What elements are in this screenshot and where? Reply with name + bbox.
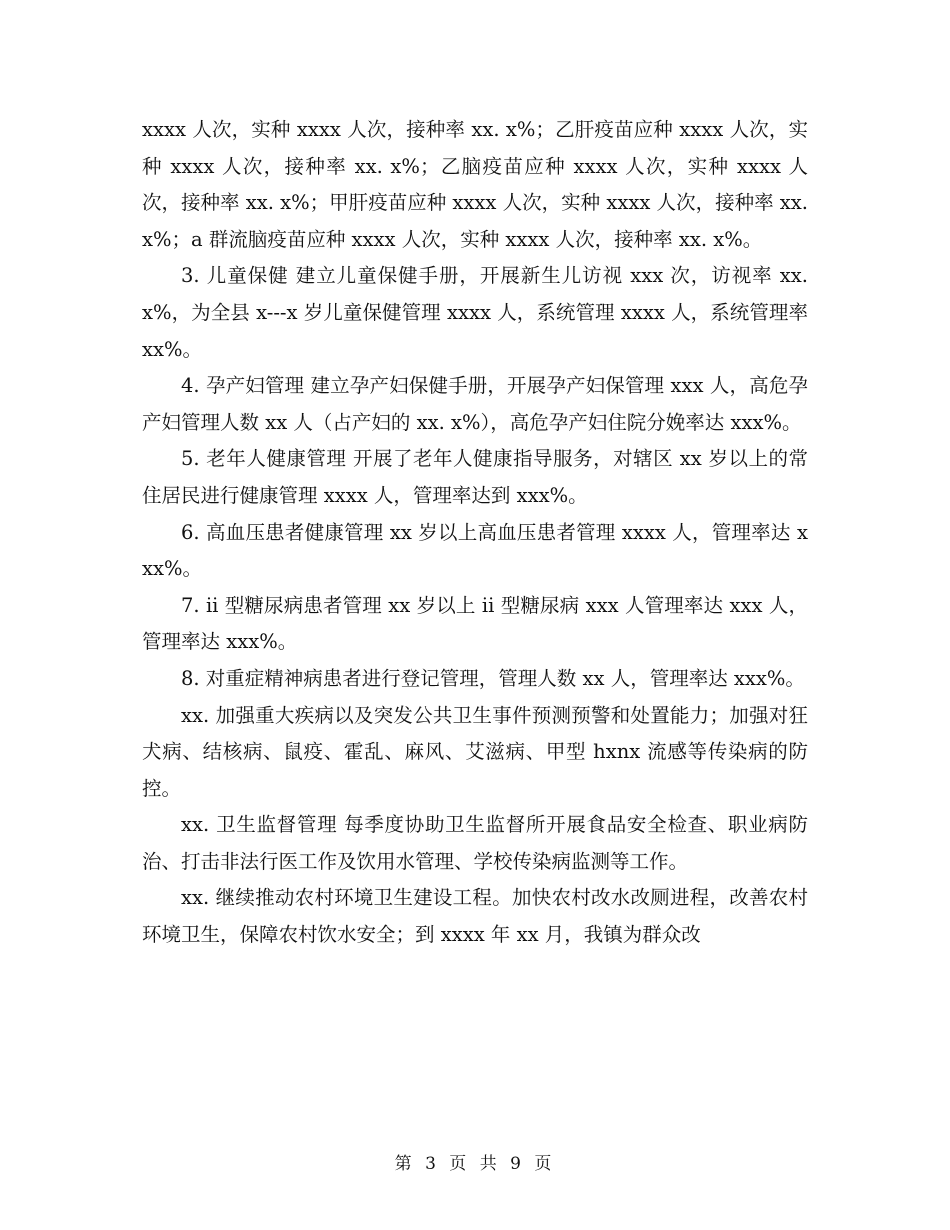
paragraph-child-health: 3. 儿童保健 建立儿童保健手册，开展新生儿访视 xxx 次，访视率 xx. x%，为全县 x---x 岁儿童保健管理 xxxx 人，系统管理 xxxx 人，系统管理率 xx%。 <box>142 264 808 361</box>
paragraph-elderly-health: 5. 老年人健康管理 开展了老年人健康指导服务，对辖区 xx 岁以上的常住居民进行健康管理 xxxx 人，管理率达到 xxx%。 <box>142 447 808 507</box>
paragraph-health-supervision: xx. 卫生监督管理 每季度协助卫生监督所开展食品安全检查、职业病防治、打击非法行医工作及饮用水管理、学校传染病监测等工作。 <box>142 813 808 873</box>
paragraph-disease-control: xx. 加强重大疾病以及突发公共卫生事件预测预警和处置能力；加强对狂犬病、结核病、鼠疫、霍乱、麻风、艾滋病、甲型 hxnx 流感等传染病的防控。 <box>142 703 808 800</box>
paragraph-hypertension: 6. 高血压患者健康管理 xx 岁以上高血压患者管理 xxxx 人，管理率达 xxx%。 <box>142 520 808 581</box>
paragraph-maternal-management: 4. 孕产妇管理 建立孕产妇保健手册，开展孕产妇保管理 xxx 人，高危孕产妇管理人数 xx 人（占产妇的 xx. x%），高危孕产妇住院分娩率达 xxx%。 <box>142 374 808 434</box>
page-number-footer: 第 3 页 共 9 页 <box>394 1154 556 1174</box>
document-body <box>142 112 808 954</box>
paragraph-rural-sanitation: xx. 继续推动农村环境卫生建设工程。加快农村改水改厕进程，改善农村环境卫生，保障农村饮水安全；到 xxxx 年 xx 月，我镇为群众改 <box>142 886 808 947</box>
paragraph-diabetes: 7. ii 型糖尿病患者管理 xx 岁以上 ii 型糖尿病 xxx 人管理率达 xxx 人，管理率达 xxx%。 <box>142 593 808 654</box>
paragraph-mental-illness: 8. 对重症精神病患者进行登记管理，管理人数 xx 人，管理率达 xxx%。 <box>181 666 805 690</box>
paragraph-vaccination-continued: xxxx 人次，实种 xxxx 人次，接种率 xx. x%；乙肝疫苗应种 xxxx 人次，实种 xxxx 人次，接种率 xx. x%；乙脑疫苗应种 xxxx 人次，实种 xxxx 人次，接种率 xx. x%；甲肝疫苗应种 xxxx 人次，实种 xxxx 人次，接种率 xx. x%；a 群流脑疫苗应种 xxxx 人次，实种 xxxx 人次，接种率 xx. x%。 <box>142 118 808 251</box>
